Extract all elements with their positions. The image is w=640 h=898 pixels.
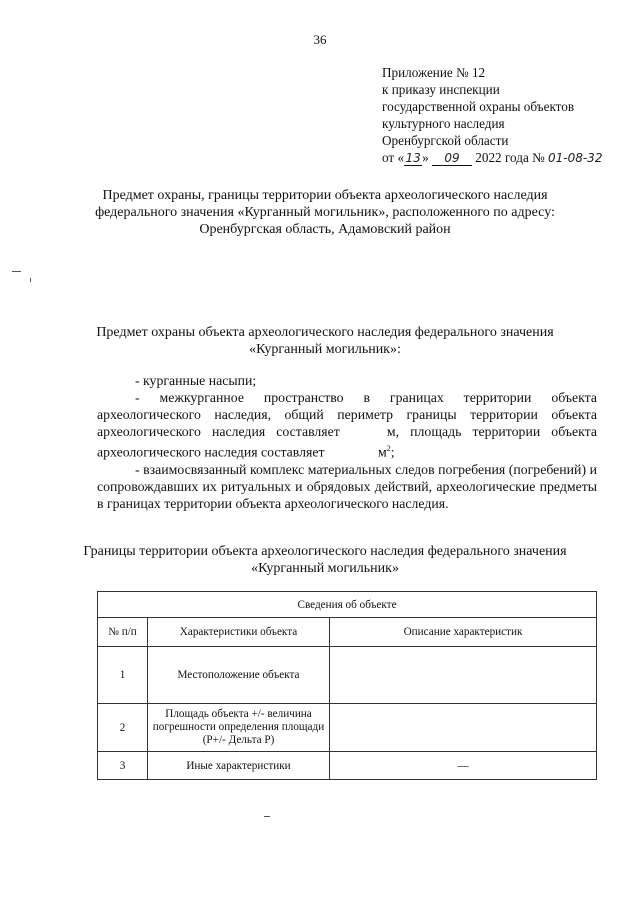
appendix-line-2: к приказу инспекции xyxy=(382,82,500,97)
protection-subject-heading: Предмет охраны объекта археологического наследия федерального значения «Курганный могильник»: xyxy=(96,325,554,357)
table-row xyxy=(98,752,597,780)
row-description xyxy=(330,704,597,752)
handwritten-month: 09 xyxy=(432,151,472,166)
handwritten-order-number: 01-08-32 xyxy=(547,151,603,165)
table-caption-row xyxy=(98,592,597,618)
row-characteristic: Площадь объекта +/- величина погрешности определения площади (Р+/- Дельта Р) xyxy=(148,704,330,752)
table-header-row xyxy=(98,618,597,647)
year-text: 2022 года № xyxy=(475,150,545,165)
scan-mark xyxy=(264,816,270,817)
row-description xyxy=(330,647,597,704)
object-info-table xyxy=(97,591,597,780)
row-characteristic: Иные характеристики xyxy=(148,752,330,780)
month-prefix: » xyxy=(422,150,429,165)
page-number: 36 xyxy=(313,32,327,47)
header-characteristics: Характеристики объекта xyxy=(148,618,330,647)
appendix-line-4: культурного наследия xyxy=(382,116,505,131)
appendix-line-1: Приложение № 12 xyxy=(382,65,486,80)
protection-items xyxy=(97,372,597,512)
row-number: 3 xyxy=(98,752,148,780)
table-row xyxy=(98,647,597,704)
header-description: Описание характеристик xyxy=(330,618,597,647)
item-mounds: - курганные насыпи; xyxy=(135,373,257,388)
appendix-date-line xyxy=(382,149,632,167)
header-number: № п/п xyxy=(98,618,148,647)
item-inter-mound-space: - межкурганное пространство в границах территории объекта археологического наследия, общий периметр границы территории объекта археологического наследия составляет м, площадь территории объекта археологического наследия составляет $м^2$; xyxy=(97,390,597,460)
appendix-line-5: Оренбургской области xyxy=(382,133,509,148)
table-caption: Сведения об объекте xyxy=(98,592,597,618)
scan-mark xyxy=(30,278,31,282)
document-title: Предмет охраны, границы территории объекта археологического наследия федерального значения «Курганный могильник», расположенного по адресу: Оренбургская область, Адамовский район xyxy=(95,188,555,237)
row-characteristic: Местоположение объекта xyxy=(148,647,330,704)
scan-mark xyxy=(12,271,21,272)
row-description: — xyxy=(330,752,597,780)
appendix-line-3: государственной охраны объектов xyxy=(382,99,575,114)
handwritten-day: 13 xyxy=(405,151,421,165)
item-material-traces: - взаимосвязанный комплекс материальных следов погребения (погребений) и сопровождавших их ритуальных и обрядовых действий, археологические предметы в границах территории объекта археологического наследия. xyxy=(97,461,597,511)
date-prefix: от « xyxy=(382,150,405,165)
table-row xyxy=(98,704,597,752)
row-number: 2 xyxy=(98,704,148,752)
row-number: 1 xyxy=(98,647,148,704)
boundaries-heading: Границы территории объекта археологического наследия федерального значения «Курганный могильник» xyxy=(83,544,567,576)
appendix-block xyxy=(382,64,632,167)
